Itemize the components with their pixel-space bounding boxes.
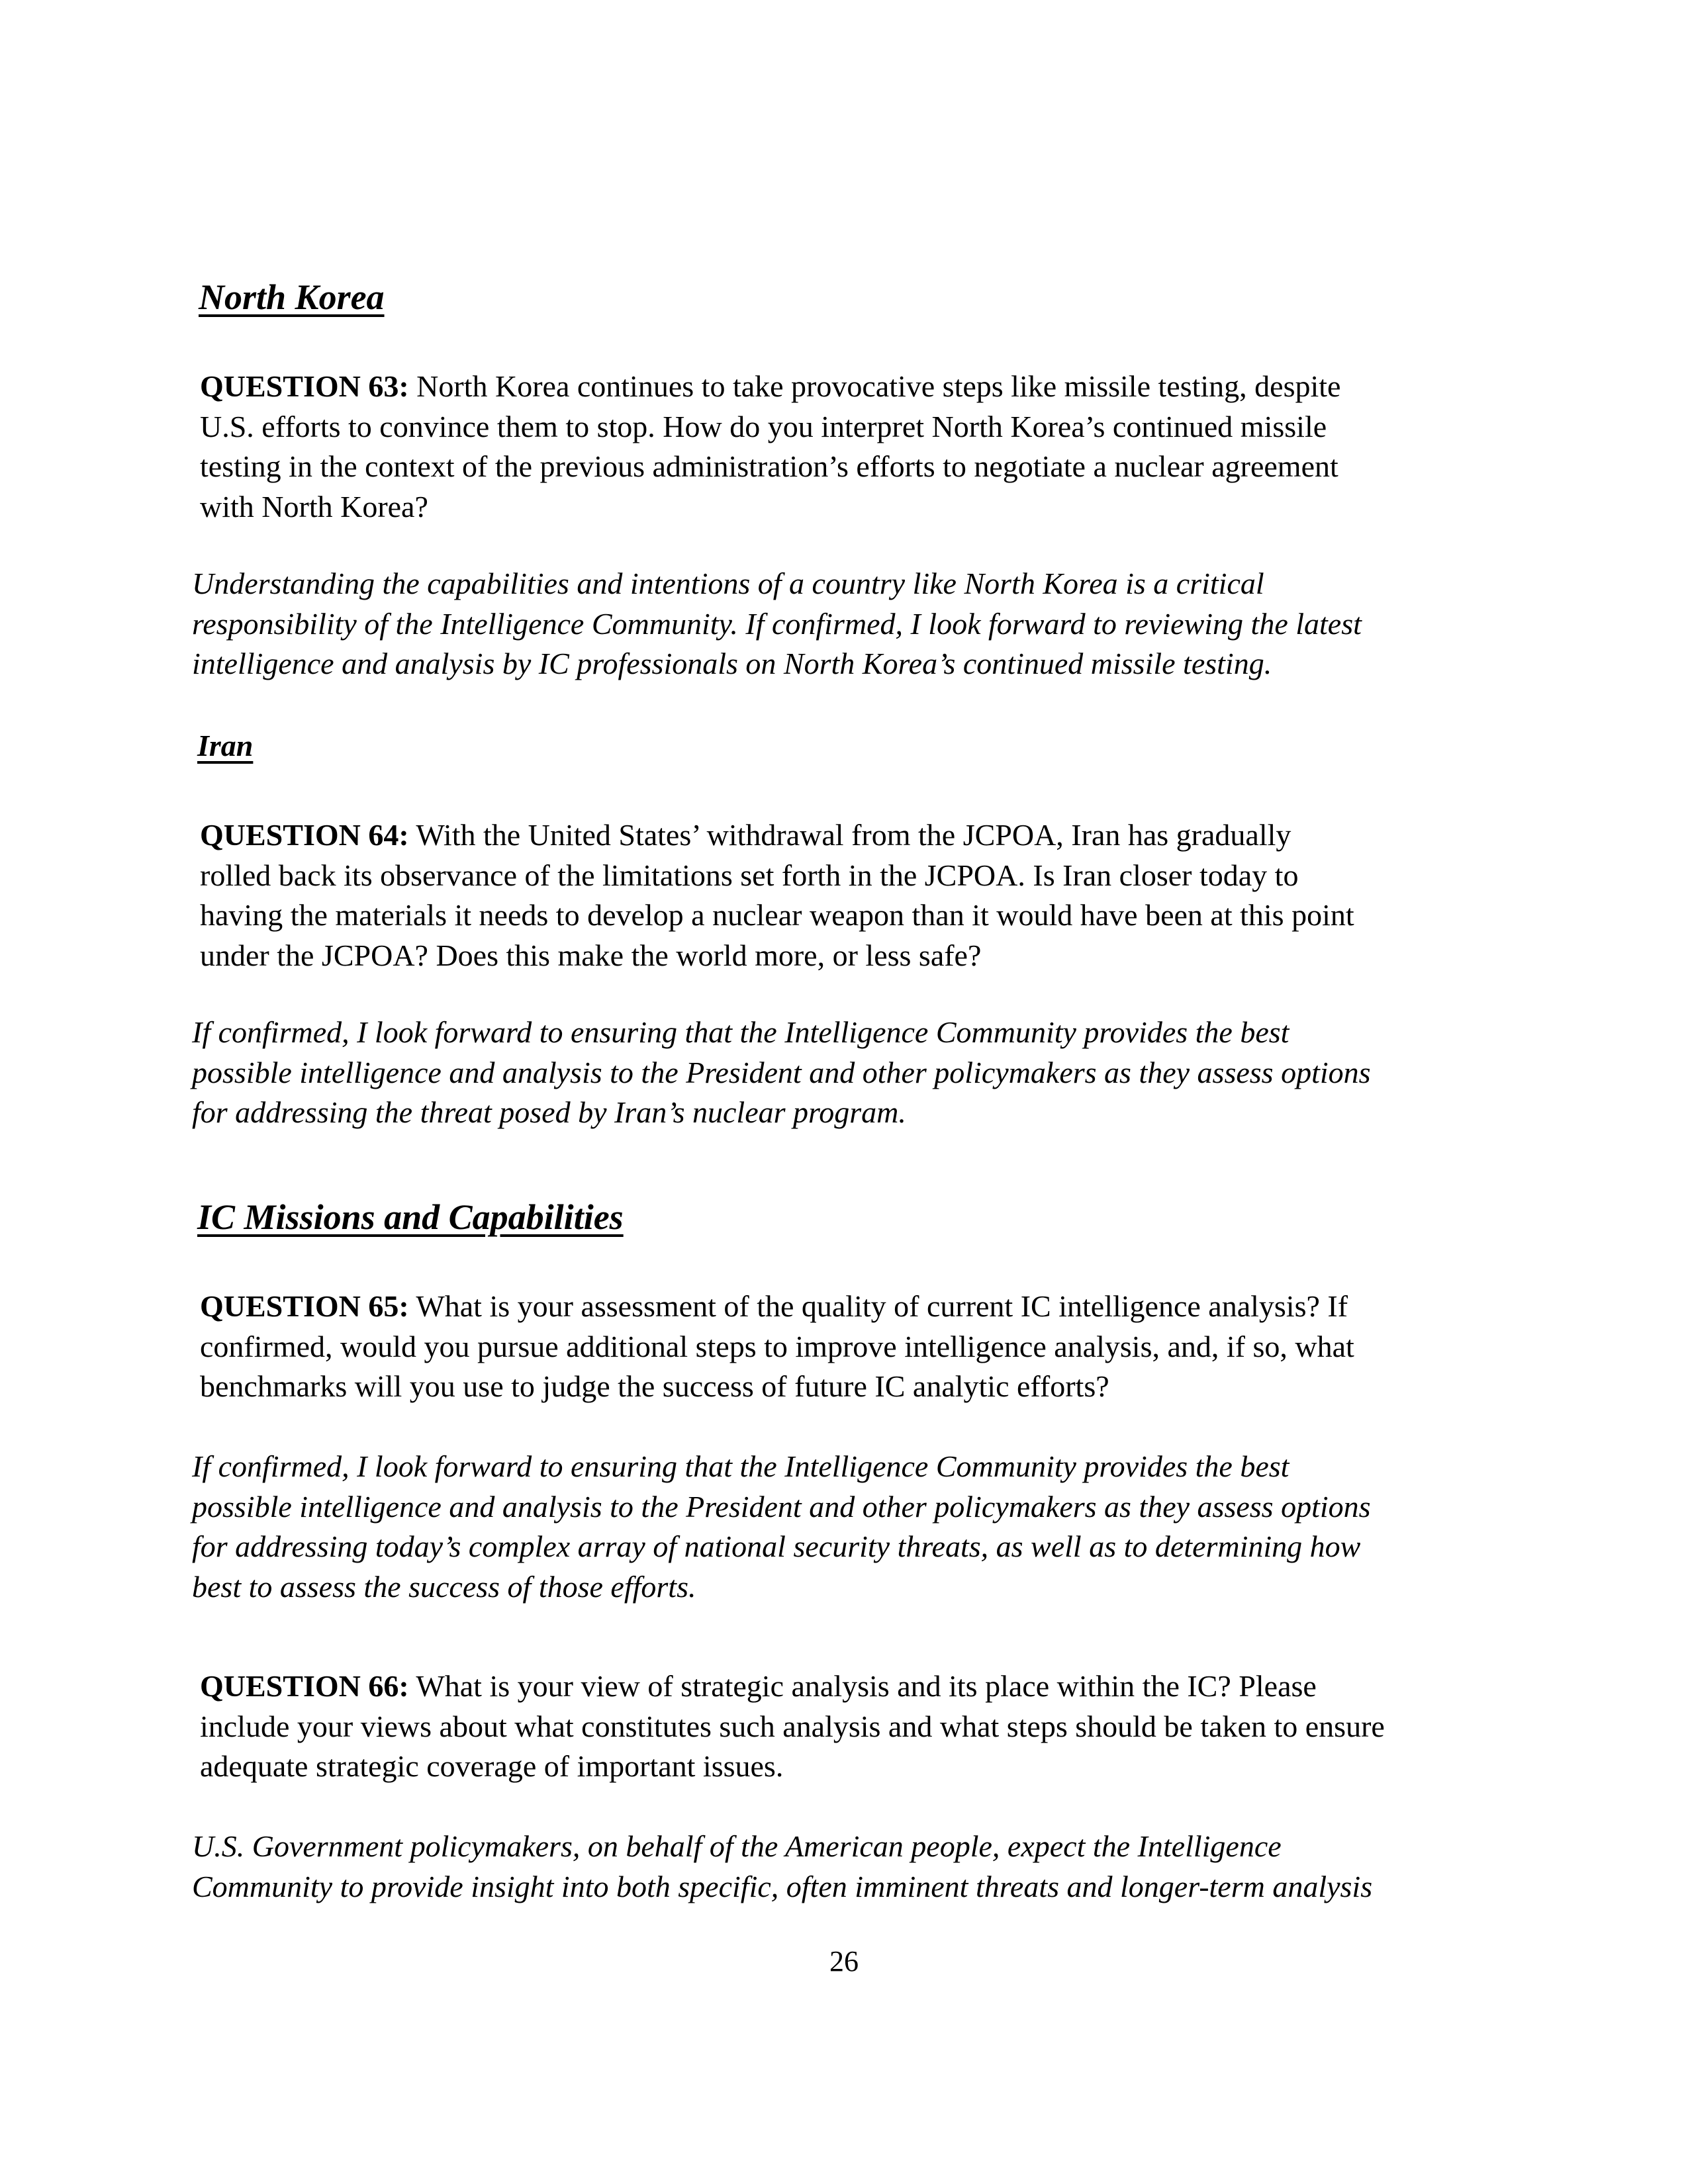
question-label: QUESTION 65: bbox=[200, 1289, 409, 1323]
answer-line: If confirmed, I look forward to ensuring that the Intelligence Community provides the best bbox=[192, 1449, 1289, 1483]
answer-line: Community to provide insight into both specific, often imminent threats and longer-term analysis bbox=[192, 1869, 1373, 1903]
question-line: U.S. efforts to convince them to stop. How do you interpret North Korea’s continued missile bbox=[200, 409, 1327, 443]
question-line: benchmarks will you use to judge the success of future IC analytic efforts? bbox=[200, 1369, 1109, 1403]
section-heading-iran: Iran bbox=[197, 729, 254, 762]
answer-66 bbox=[192, 1827, 1549, 1907]
answer-64 bbox=[192, 1013, 1549, 1133]
question-64 bbox=[200, 815, 1524, 976]
answer-line: possible intelligence and analysis to the President and other policymakers as they assess options bbox=[192, 1055, 1371, 1089]
answer-line: best to assess the success of those efforts. bbox=[192, 1569, 696, 1604]
answer-line: responsibility of the Intelligence Community. If confirmed, I look forward to reviewing the latest bbox=[192, 606, 1362, 641]
question-line: under the JCPOA? Does this make the world more, or less safe? bbox=[200, 938, 982, 972]
question-line: QUESTION 64: With the United States’ withdrawal from the JCPOA, Iran has gradually bbox=[200, 818, 1291, 852]
answer-line: Understanding the capabilities and intentions of a country like North Korea is a critical bbox=[192, 567, 1264, 600]
question-line: testing in the context of the previous administration’s efforts to negotiate a nuclear agreement bbox=[200, 449, 1338, 483]
page-number: 26 bbox=[829, 1945, 859, 1978]
question-65 bbox=[200, 1287, 1524, 1407]
question-line: rolled back its observance of the limitations set forth in the JCPOA. Is Iran closer today to bbox=[200, 858, 1299, 892]
question-66 bbox=[200, 1666, 1524, 1787]
question-63 bbox=[200, 367, 1524, 527]
question-line: with North Korea? bbox=[200, 489, 428, 523]
question-label: QUESTION 63: bbox=[200, 369, 409, 403]
question-line: QUESTION 63: North Korea continues to take provocative steps like missile testing, despite bbox=[200, 369, 1341, 403]
question-line: include your views about what constitutes such analysis and what steps should be taken to ensure bbox=[200, 1709, 1385, 1743]
question-line: QUESTION 66: What is your view of strategic analysis and its place within the IC? Please bbox=[200, 1669, 1317, 1703]
answer-line: intelligence and analysis by IC professionals on North Korea’s continued missile testing. bbox=[192, 647, 1272, 680]
section-heading-ic-missions: IC Missions and Capabilities bbox=[197, 1197, 624, 1237]
question-line: QUESTION 65: What is your assessment of the quality of current IC intelligence analysis? If bbox=[200, 1289, 1348, 1323]
answer-line: U.S. Government policymakers, on behalf of the American people, expect the Intelligence bbox=[192, 1829, 1282, 1863]
answer-line: possible intelligence and analysis to the President and other policymakers as they assess options bbox=[192, 1489, 1371, 1524]
answer-line: If confirmed, I look forward to ensuring that the Intelligence Community provides the best bbox=[192, 1015, 1289, 1049]
answer-65 bbox=[192, 1447, 1549, 1607]
question-label: QUESTION 64: bbox=[200, 818, 409, 852]
answer-63 bbox=[192, 564, 1549, 684]
answer-line: for addressing today’s complex array of national security threats, as well as to determining how bbox=[192, 1529, 1361, 1563]
question-line: confirmed, would you pursue additional steps to improve intelligence analysis, and, if so, what bbox=[200, 1329, 1354, 1363]
question-label: QUESTION 66: bbox=[200, 1669, 409, 1703]
answer-line: for addressing the threat posed by Iran’s nuclear program. bbox=[192, 1095, 906, 1129]
question-line: having the materials it needs to develop a nuclear weapon than it would have been at this point bbox=[200, 898, 1354, 932]
question-line: adequate strategic coverage of important issues. bbox=[200, 1749, 784, 1783]
section-heading-north-korea: North Korea bbox=[199, 277, 385, 317]
